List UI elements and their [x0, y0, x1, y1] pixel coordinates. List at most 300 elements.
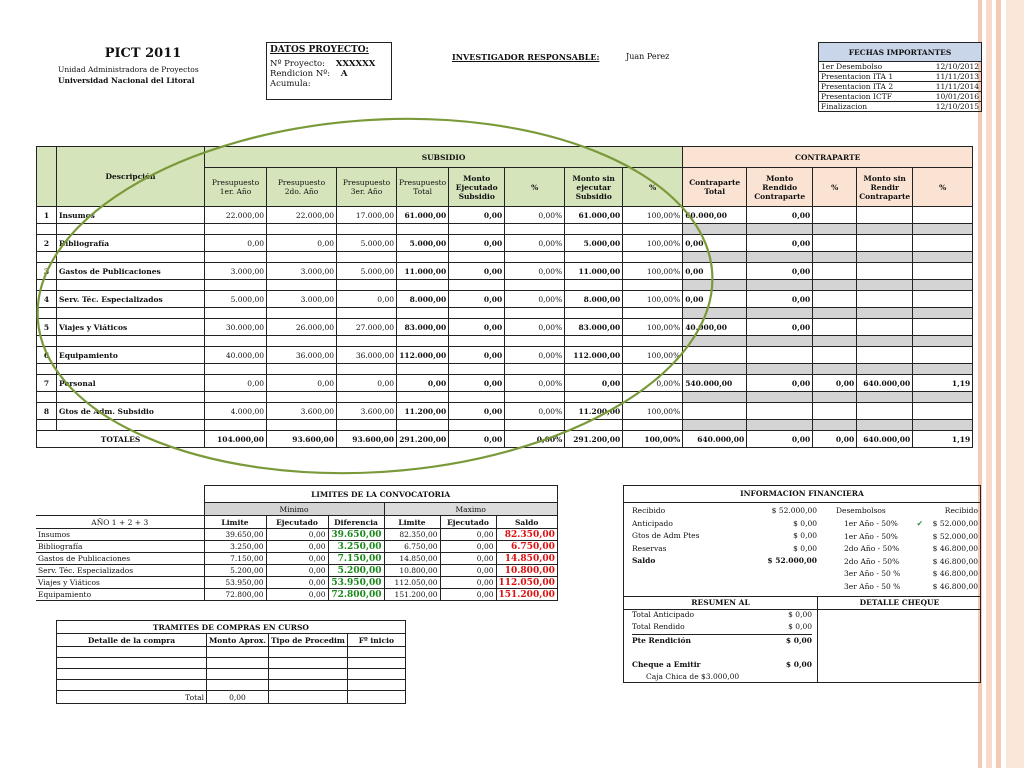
row-pct2: 100,00%: [623, 235, 683, 252]
row-ct: 540.000,00: [683, 375, 747, 392]
limits-e2: 0,00: [440, 553, 496, 565]
check-icon: ✔: [916, 519, 923, 528]
resumen-label: Total Anticipado: [632, 610, 695, 619]
tramites-row: [57, 647, 406, 658]
totals-pct3: 0,00: [813, 431, 857, 448]
spacer-row: [37, 420, 973, 431]
row-p1: 30.000,00: [205, 319, 267, 336]
limits-l1: 39.650,00: [204, 529, 266, 541]
dates-value: 10/01/2016: [919, 92, 982, 102]
tramites-col: Detalle de la compra: [57, 634, 207, 647]
finance-right-label: 1er Año - 50%: [844, 519, 898, 528]
row-p3: 5.000,00: [337, 263, 397, 280]
limits-s: 10.800,00: [496, 565, 557, 577]
row-pt: 8.000,00: [397, 291, 449, 308]
row-p2: 0,00: [267, 375, 337, 392]
row-pct3: [813, 403, 857, 420]
limits-e2: 0,00: [440, 541, 496, 553]
row-msr: [857, 291, 913, 308]
row-number: 6: [37, 347, 57, 364]
limits-col: Ejecutado: [440, 516, 496, 529]
finance-left-value: $ 52.000,00: [767, 556, 817, 565]
limits-e1: 0,00: [266, 565, 328, 577]
col-header-pct4: %: [913, 168, 973, 207]
limits-row: [36, 553, 557, 565]
row-pct3: [813, 347, 857, 364]
resumen-row: [632, 660, 812, 672]
limits-e1: 0,00: [266, 589, 328, 601]
row-pct3: [813, 235, 857, 252]
tramites-total-value: 0,00: [207, 691, 269, 704]
row-pct3: 0,00: [813, 375, 857, 392]
limits-l2: 6.750,00: [384, 541, 440, 553]
project-num-label: Nº Proyecto:: [270, 59, 326, 69]
finance-right-row: [824, 519, 980, 532]
finance-right-row: [824, 544, 980, 557]
col-header-pct1: %: [505, 168, 565, 207]
finance-left-label: Reservas: [632, 543, 667, 553]
row-mr: 0,00: [747, 375, 813, 392]
finance-left-label: Anticipado: [632, 518, 673, 528]
totals-pt: 291.200,00: [397, 431, 449, 448]
totals-p3: 93.600,00: [337, 431, 397, 448]
row-pct2: 100,00%: [623, 291, 683, 308]
limits-col: Ejecutado: [266, 516, 328, 529]
row-mr: 0,00: [747, 319, 813, 336]
totals-pct4: 1,19: [913, 431, 973, 448]
row-ct: [683, 347, 747, 364]
row-pct1: 0,00%: [505, 347, 565, 364]
row-ct: 0,00: [683, 235, 747, 252]
row-mr: 0,00: [747, 263, 813, 280]
col-header-p2: Presupuesto 2do. Año: [267, 168, 337, 207]
row-pct1: 0,00%: [505, 207, 565, 224]
finance-right-header: [824, 506, 980, 519]
finance-left-label: Recibido: [632, 506, 666, 515]
finance-right-label: 3er Año - 50 %: [844, 569, 901, 578]
row-desc: Bibliografía: [57, 235, 205, 252]
limits-minimo: Minimo: [204, 503, 384, 516]
row-desc: Viajes y Viáticos: [57, 319, 205, 336]
finance-left-value: $ 0,00: [793, 518, 817, 528]
row-ms: 112.000,00: [565, 347, 623, 364]
row-pct3: [813, 207, 857, 224]
check-icon: [917, 544, 927, 557]
row-ms: 11.000,00: [565, 263, 623, 280]
tramites-row: [57, 680, 406, 691]
row-p1: 0,00: [205, 375, 267, 392]
spacer-row: [37, 252, 973, 263]
row-pt: 83.000,00: [397, 319, 449, 336]
resumen-value: $ 0,00: [785, 660, 812, 669]
project-rend-row: [270, 69, 388, 79]
resumen-row: [632, 622, 812, 635]
row-p2: 36.000,00: [267, 347, 337, 364]
row-pct3: [813, 291, 857, 308]
dates-row: [819, 62, 982, 72]
col-header-pct3: %: [813, 168, 857, 207]
dates-heading: FECHAS IMPORTANTES: [819, 43, 982, 62]
resumen-heading: RESUMEN AL: [691, 598, 750, 607]
budget-row: [37, 235, 973, 252]
row-me: 0,00: [449, 403, 505, 420]
dates-label: Finalizacion: [819, 102, 919, 112]
row-p2: 26.000,00: [267, 319, 337, 336]
check-icon: [917, 582, 927, 595]
limits-row: [36, 529, 557, 541]
col-header-ct: Contraparte Total: [683, 168, 747, 207]
row-me: 0,00: [449, 375, 505, 392]
col-desc-header: Descripción: [57, 147, 205, 207]
org-unit: Unidad Administradora de Proyectos: [58, 65, 199, 74]
finance-left: [632, 506, 817, 569]
row-number: 7: [37, 375, 57, 392]
row-msr: [857, 319, 913, 336]
row-p2: 22.000,00: [267, 207, 337, 224]
subsidio-heading: SUBSIDIO: [205, 147, 683, 168]
resumen-bar: [624, 596, 980, 610]
totals-p2: 93.600,00: [267, 431, 337, 448]
row-pct4: [913, 263, 973, 280]
row-pct2: 0,00%: [623, 375, 683, 392]
row-pct4: [913, 319, 973, 336]
limits-s: 112.050,00: [496, 577, 557, 589]
finance-right-label: 2do Año - 50%: [844, 544, 900, 553]
row-msr: [857, 403, 913, 420]
row-ms: 8.000,00: [565, 291, 623, 308]
row-me: 0,00: [449, 319, 505, 336]
col-header-msr: Monto sin Rendir Contraparte: [857, 168, 913, 207]
limits-row: [36, 565, 557, 577]
org-title: PICT 2011: [104, 46, 182, 61]
limits-l1: 72.800,00: [204, 589, 266, 601]
dates-value: 11/11/2013: [919, 72, 982, 82]
limits-l2: 10.800,00: [384, 565, 440, 577]
limits-maximo: Maximo: [384, 503, 557, 516]
org-header: [58, 46, 258, 85]
limits-d: 5.200,00: [328, 565, 384, 577]
project-rend-label: Rendicion Nº:: [270, 69, 331, 79]
row-p3: 0,00: [337, 375, 397, 392]
finance-left-row: [632, 506, 817, 519]
row-desc: Serv. Téc. Especializados: [57, 291, 205, 308]
budget-row: [37, 375, 973, 392]
resumen-value: $ 0,00: [785, 636, 812, 645]
contraparte-heading: CONTRAPARTE: [683, 147, 973, 168]
totals-ct: 640.000,00: [683, 431, 747, 448]
limits-l1: 3.250,00: [204, 541, 266, 553]
row-p1: 0,00: [205, 235, 267, 252]
tramites-col: Monto Aprox.: [207, 634, 269, 647]
row-p1: 5.000,00: [205, 291, 267, 308]
limits-desc: Bibliografía: [36, 541, 204, 553]
row-pt: 5.000,00: [397, 235, 449, 252]
row-pt: 112.000,00: [397, 347, 449, 364]
finance-right-value: $ 46.800,00: [932, 581, 978, 591]
dates-row: [819, 72, 982, 82]
tramites-row: [57, 669, 406, 680]
row-msr: [857, 235, 913, 252]
finance-left-value: $ 0,00: [793, 543, 817, 553]
row-number: 2: [37, 235, 57, 252]
limits-l1: 7.150,00: [204, 553, 266, 565]
row-pct1: 0,00%: [505, 291, 565, 308]
resumen-list: [632, 610, 812, 681]
totals-ms: 291.200,00: [565, 431, 623, 448]
col-header-pct2: %: [623, 168, 683, 207]
row-pct1: 0,00%: [505, 263, 565, 280]
finance-right-value: $ 46.800,00: [932, 556, 978, 566]
finance-left-value: $ 0,00: [793, 531, 817, 540]
limits-desc: Serv. Téc. Especializados: [36, 565, 204, 577]
finance-right-row: [824, 532, 980, 545]
row-ct: 0,00: [683, 263, 747, 280]
row-pct4: [913, 291, 973, 308]
row-p2: 0,00: [267, 235, 337, 252]
tramites-row: [57, 658, 406, 669]
limits-d: 53.950,00: [328, 577, 384, 589]
resumen-label: Pte Rendición: [632, 636, 691, 645]
col-header-p1: Presupuesto 1er. Año: [205, 168, 267, 207]
row-ms: 83.000,00: [565, 319, 623, 336]
row-pct1: 0,00%: [505, 235, 565, 252]
dates-row: [819, 82, 982, 92]
tramites-table: [56, 620, 406, 704]
row-pt: 11.200,00: [397, 403, 449, 420]
check-icon: [917, 569, 927, 582]
limits-l2: 82.350,00: [384, 529, 440, 541]
limits-s: 14.850,00: [496, 553, 557, 565]
resumen-value: $ 0,00: [788, 622, 812, 631]
row-msr: [857, 347, 913, 364]
row-pct2: 100,00%: [623, 319, 683, 336]
totals-pct2: 100,00%: [623, 431, 683, 448]
limits-col: Limite: [204, 516, 266, 529]
row-p3: 17.000,00: [337, 207, 397, 224]
row-pt: 61.000,00: [397, 207, 449, 224]
limits-e1: 0,00: [266, 553, 328, 565]
row-pct2: 100,00%: [623, 347, 683, 364]
col-header-mr: Monto Rendido Contraparte: [747, 168, 813, 207]
col-header-p3: Presupuesto 3er. Año: [337, 168, 397, 207]
row-p1: 3.000,00: [205, 263, 267, 280]
limits-e2: 0,00: [440, 565, 496, 577]
finance-box: [623, 485, 981, 683]
row-number: 8: [37, 403, 57, 420]
row-desc: Gastos de Publicaciones: [57, 263, 205, 280]
row-pct2: 100,00%: [623, 263, 683, 280]
dates-label: Presentacion ITA 1: [819, 72, 919, 82]
tramites-col: Fº inicio: [347, 634, 405, 647]
row-ct: [683, 403, 747, 420]
dates-value: 11/11/2014: [919, 82, 982, 92]
limits-table: [36, 485, 558, 601]
limits-desc: Insumos: [36, 529, 204, 541]
limits-col: Saldo: [496, 516, 557, 529]
totals-me: 0,00: [449, 431, 505, 448]
row-msr: [857, 263, 913, 280]
col-header-ms: Monto sin ejecutar Subsidio: [565, 168, 623, 207]
investigator-label: INVESTIGADOR RESPONSABLE:: [452, 52, 600, 62]
limits-e1: 0,00: [266, 541, 328, 553]
budget-row: [37, 347, 973, 364]
budget-row: [37, 291, 973, 308]
limits-s: 6.750,00: [496, 541, 557, 553]
limits-e2: 0,00: [440, 529, 496, 541]
row-mr: 0,00: [747, 291, 813, 308]
finance-right-label: 1er Año - 50%: [844, 531, 898, 541]
limits-d: 72.800,00: [328, 589, 384, 601]
row-p3: 3.600,00: [337, 403, 397, 420]
dates-label: Presentacion ITA 2: [819, 82, 919, 92]
row-pt: 11.000,00: [397, 263, 449, 280]
limits-col: Limite: [384, 516, 440, 529]
limits-d: 39.650,00: [328, 529, 384, 541]
finance-left-label: Gtos de Adm Ptes: [632, 531, 700, 540]
row-pct4: [913, 235, 973, 252]
row-p3: 5.000,00: [337, 235, 397, 252]
caja-chica: Caja Chica de $3.000,00: [646, 672, 740, 681]
row-p3: 27.000,00: [337, 319, 397, 336]
row-ms: 61.000,00: [565, 207, 623, 224]
project-num-value: XXXXXX: [335, 59, 376, 69]
row-pt: 0,00: [397, 375, 449, 392]
project-num-row: [270, 59, 388, 69]
row-desc: Personal: [57, 375, 205, 392]
dates-value: 12/10/2015: [919, 102, 982, 112]
limits-d: 3.250,00: [328, 541, 384, 553]
dates-label: 1er Desembolso: [819, 62, 919, 72]
totals-msr: 640.000,00: [857, 431, 913, 448]
check-icon: [917, 532, 927, 545]
row-pct1: 0,00%: [505, 375, 565, 392]
detalle-heading: DETALLE CHEQUE: [817, 597, 981, 609]
dates-row: [819, 92, 982, 102]
limits-row: [36, 589, 557, 601]
budget-table: [36, 146, 973, 448]
limits-s: 151.200,00: [496, 589, 557, 601]
limits-e1: 0,00: [266, 529, 328, 541]
totals-mr: 0,00: [747, 431, 813, 448]
resumen-label: Cheque a Emitir: [632, 660, 701, 669]
tramites-total-label: Total: [57, 691, 207, 704]
finance-right-value: $ 52.000,00: [932, 519, 978, 528]
limits-desc: Gastos de Publicaciones: [36, 553, 204, 565]
row-pct2: 100,00%: [623, 403, 683, 420]
row-p1: 22.000,00: [205, 207, 267, 224]
row-ct: 60.000,00: [683, 207, 747, 224]
row-pct4: [913, 207, 973, 224]
finance-left-value: $ 52.000,00: [771, 506, 817, 515]
row-p1: 40.000,00: [205, 347, 267, 364]
finance-right: [824, 506, 980, 594]
project-acum-label: Acumula:: [270, 79, 311, 89]
limits-d: 7.150,00: [328, 553, 384, 565]
limits-l1: 5.200,00: [204, 565, 266, 577]
totals-row: [37, 431, 973, 448]
resumen-row: [632, 610, 812, 622]
resumen-row: [632, 635, 812, 660]
row-me: 0,00: [449, 347, 505, 364]
decor-stripe-3: [996, 0, 1001, 768]
finance-right-row: [824, 569, 980, 582]
limits-desc: Viajes y Viáticos: [36, 577, 204, 589]
finance-right-label: 3er Año - 50 %: [844, 581, 901, 591]
limits-heading: LIMITES DE LA CONVOCATORIA: [204, 486, 557, 503]
limits-row: [36, 577, 557, 589]
dates-label: Presentacion ICTF: [819, 92, 919, 102]
tramites-heading: TRAMITES DE COMPRAS EN CURSO: [57, 621, 406, 634]
dates-value: 12/10/2012: [919, 62, 982, 72]
row-me: 0,00: [449, 263, 505, 280]
row-me: 0,00: [449, 235, 505, 252]
row-me: 0,00: [449, 207, 505, 224]
totals-pct1: 0,00%: [505, 431, 565, 448]
resumen-value: $ 0,00: [788, 610, 812, 619]
finance-right-value: $ 52.000,00: [932, 531, 978, 541]
limits-e2: 0,00: [440, 589, 496, 601]
project-box: [266, 42, 392, 100]
row-p1: 4.000,00: [205, 403, 267, 420]
finance-left-row: [632, 531, 817, 544]
row-msr: [857, 207, 913, 224]
finance-left-label: Saldo: [632, 556, 656, 565]
row-msr: 640.000,00: [857, 375, 913, 392]
row-pct3: [813, 263, 857, 280]
row-p3: 0,00: [337, 291, 397, 308]
col-header-me: Monto Ejecutado Subsidio: [449, 168, 505, 207]
row-ms: 0,00: [565, 375, 623, 392]
finance-recibido-label: Recibido: [944, 506, 978, 515]
totals-p1: 104.000,00: [205, 431, 267, 448]
col-num-header: [37, 147, 57, 207]
limits-desc: Equipamiento: [36, 589, 204, 601]
row-number: 1: [37, 207, 57, 224]
row-ms: 5.000,00: [565, 235, 623, 252]
row-ct: 40.000,00: [683, 319, 747, 336]
limits-e2: 0,00: [440, 577, 496, 589]
row-me: 0,00: [449, 291, 505, 308]
spacer-row: [37, 280, 973, 291]
row-p2: 3.600,00: [267, 403, 337, 420]
spacer-row: [37, 392, 973, 403]
row-pct3: [813, 319, 857, 336]
row-mr: [747, 347, 813, 364]
spacer-row: [37, 224, 973, 235]
row-p2: 3.000,00: [267, 291, 337, 308]
investigator-name: Juan Perez: [626, 52, 670, 61]
project-heading: DATOS PROYECTO:: [270, 45, 369, 55]
row-pct4: [913, 347, 973, 364]
decor-stripe-4: [1006, 0, 1024, 768]
finance-left-row: [632, 519, 817, 532]
limits-s: 82.350,00: [496, 529, 557, 541]
limits-col: Diferencia: [328, 516, 384, 529]
decor-stripe-2: [986, 0, 992, 768]
finance-left-row: [632, 556, 817, 569]
budget-row: [37, 263, 973, 280]
tramites-col: Tipo de Procedim: [268, 634, 347, 647]
resumen-label: Total Rendido: [632, 622, 685, 631]
row-pct1: 0,00%: [505, 403, 565, 420]
finance-right-value: $ 46.800,00: [932, 569, 978, 578]
row-desc: Gtos de Adm. Subsidio: [57, 403, 205, 420]
row-pct4: 1,19: [913, 375, 973, 392]
row-p2: 3.000,00: [267, 263, 337, 280]
limits-year-label: AÑO 1 + 2 + 3: [36, 516, 204, 529]
row-number: 5: [37, 319, 57, 336]
finance-right-value: $ 46.800,00: [932, 544, 978, 553]
